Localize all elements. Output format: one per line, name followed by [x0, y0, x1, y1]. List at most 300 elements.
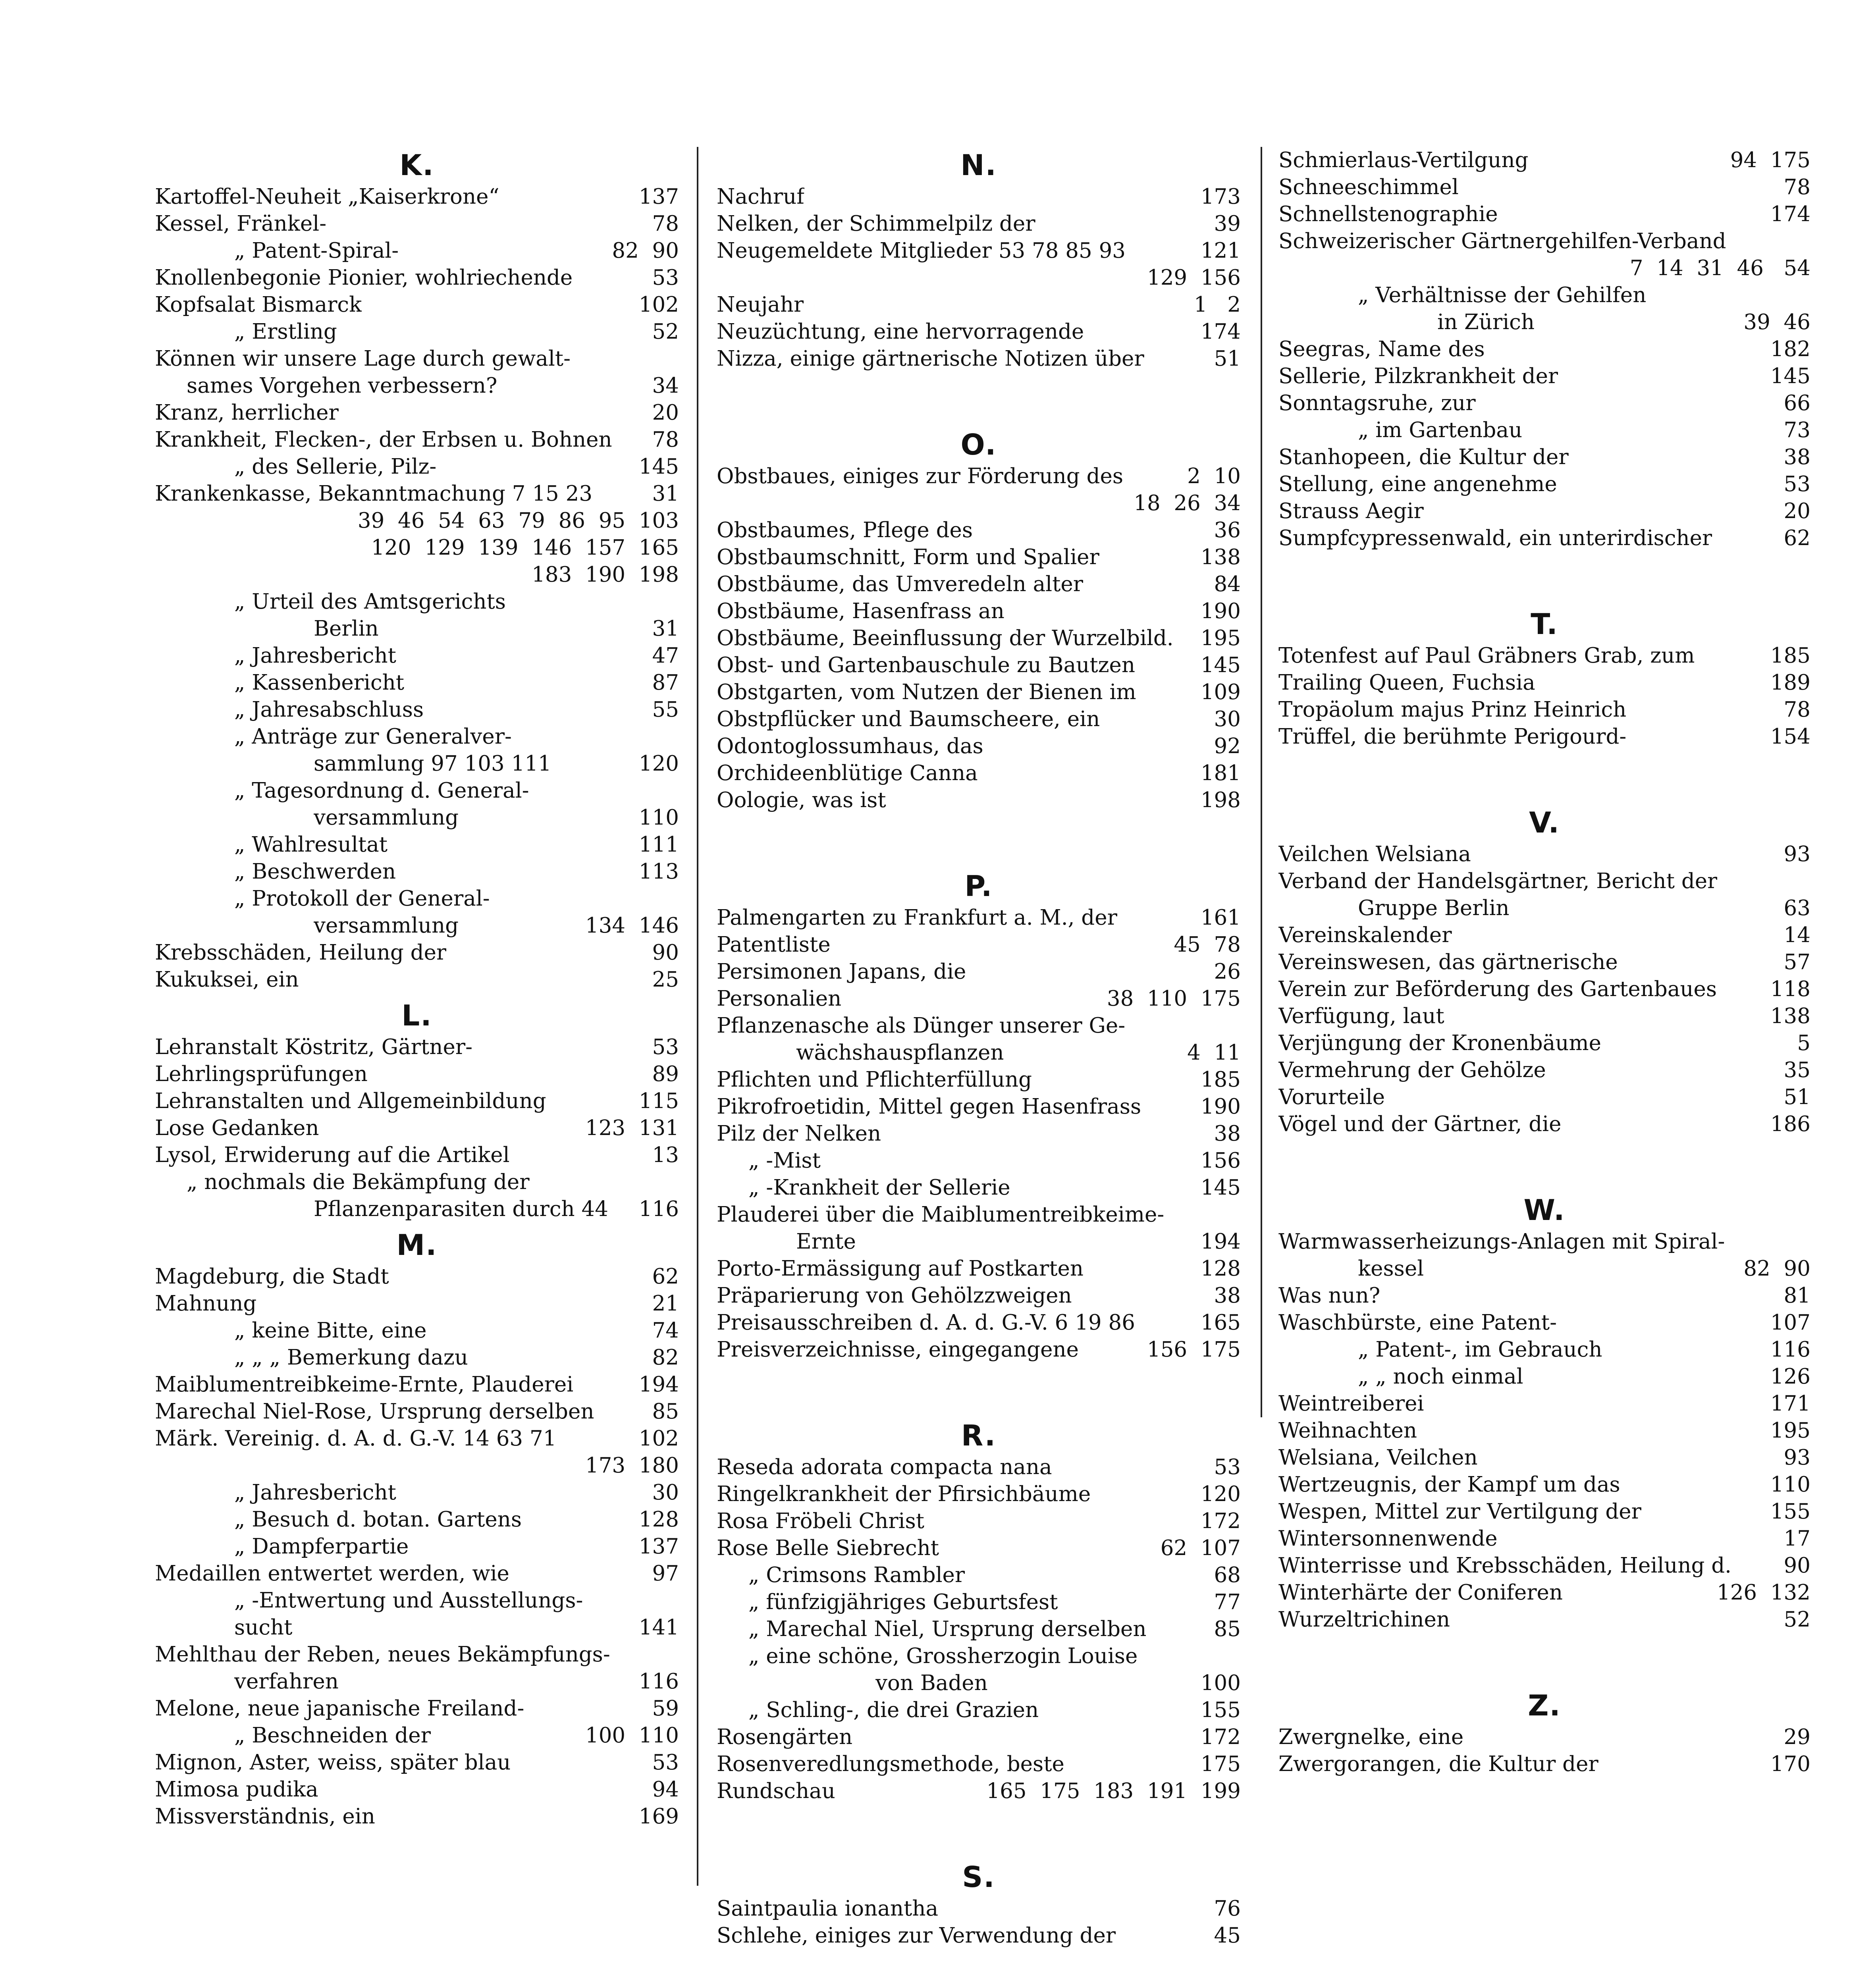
index-entry	[717, 237, 1241, 264]
index-section	[155, 997, 679, 1223]
entry-title: Kukuksei, ein	[155, 967, 299, 992]
entry-pages: 53	[1214, 1455, 1241, 1479]
index-entry	[1278, 1111, 1810, 1138]
entry-title: Wertzeugnis, der Kampf um das	[1278, 1472, 1620, 1497]
column-divider-1	[697, 147, 698, 1886]
index-entry	[1278, 444, 1810, 471]
section-gap	[717, 814, 1241, 868]
index-entry	[1278, 1471, 1810, 1498]
entry-title: Tropäolum majus Prinz Heinrich	[1278, 698, 1627, 722]
entry-pages: 62	[652, 1264, 679, 1289]
entry-pages: 35	[1783, 1058, 1810, 1082]
entry-pages: 137	[638, 185, 679, 209]
entry-pages: 66	[1783, 391, 1810, 415]
index-entry	[1278, 255, 1810, 282]
index-entry	[717, 1535, 1241, 1562]
index-section	[1278, 1192, 1810, 1633]
index-entry	[155, 453, 679, 480]
entry-pages: 126	[1770, 1364, 1810, 1389]
index-entry	[717, 652, 1241, 679]
entry-title: „ Urteil des Amtsgerichts	[234, 590, 506, 614]
entry-title: „ im Gartenbau	[1358, 418, 1523, 442]
entry-pages: 170	[1770, 1752, 1810, 1776]
entry-title: Schmierlaus-Vertilgung	[1278, 148, 1529, 172]
entry-pages: 181	[1200, 761, 1241, 785]
index-entry	[1278, 471, 1810, 498]
entry-pages: 175	[1200, 1752, 1241, 1776]
entry-title: kessel	[1358, 1257, 1424, 1281]
entry-pages: 154	[1770, 725, 1810, 749]
entry-title: Obst- und Gartenbauschule zu Bautzen	[717, 653, 1136, 677]
index-entry	[155, 1088, 679, 1115]
index-entry	[155, 1034, 679, 1061]
entry-title: „ Protokoll der General-	[234, 887, 490, 911]
entry-pages: 90	[1783, 1553, 1810, 1578]
entry-pages: 138	[1200, 545, 1241, 569]
index-entry	[155, 1668, 679, 1695]
index-column-2	[717, 147, 1241, 1949]
index-entry	[717, 463, 1241, 490]
index-entry	[717, 1643, 1241, 1670]
entry-title: Obstbaues, einiges zur Förderung des	[717, 464, 1124, 488]
entry-title: „ Schling-, die drei Grazien	[748, 1698, 1039, 1722]
entry-title: Nelken, der Schimmelpilz der	[717, 212, 1035, 236]
entry-title: „ Crimsons Rambler	[748, 1563, 965, 1587]
entry-pages: 102	[638, 1426, 679, 1451]
entry-title: Vorurteile	[1278, 1085, 1385, 1109]
index-entry	[717, 1012, 1241, 1039]
entry-pages: 82 90	[612, 239, 679, 263]
entry-pages: 134 146	[585, 913, 679, 938]
index-section	[1278, 606, 1810, 750]
index-entry	[717, 264, 1241, 291]
entry-pages: 21	[652, 1291, 679, 1316]
entry-pages: 116	[638, 1197, 679, 1221]
entry-title: Lysol, Erwiderung auf die Artikel	[155, 1143, 510, 1167]
entry-title: „ -Mist	[748, 1149, 821, 1173]
entry-title: Obstgarten, vom Nutzen der Bienen im	[717, 680, 1136, 704]
entry-pages: 113	[638, 860, 679, 884]
entry-title: Medaillen entwertet werden, wie	[155, 1561, 509, 1586]
entry-title: Was nun?	[1278, 1284, 1380, 1308]
entry-pages: 172	[1200, 1509, 1241, 1533]
entry-pages: 78	[1783, 698, 1810, 722]
entry-pages: 172	[1200, 1725, 1241, 1749]
entry-pages: 186	[1770, 1112, 1810, 1136]
entry-title: in Zürich	[1437, 310, 1535, 334]
entry-title: von Baden	[875, 1671, 988, 1695]
entry-pages: 171	[1770, 1391, 1810, 1416]
section-letter: R.	[961, 1419, 997, 1452]
index-entry	[1278, 949, 1810, 976]
entry-pages: 82	[652, 1345, 679, 1370]
entry-pages: 55	[652, 698, 679, 722]
section-gap	[717, 372, 1241, 426]
entry-title: verfahren	[234, 1669, 339, 1694]
index-section	[1278, 804, 1810, 1138]
entry-title: Sellerie, Pilzkrankheit der	[1278, 364, 1558, 388]
index-entry	[717, 517, 1241, 544]
entry-title: Verband der Handelsgärtner, Bericht der	[1278, 869, 1718, 893]
entry-title: „ Patent-, im Gebrauch	[1358, 1337, 1602, 1362]
index-entry	[1278, 1282, 1810, 1309]
entry-title: Wurzeltrichinen	[1278, 1607, 1450, 1632]
index-entry	[717, 1174, 1241, 1201]
entry-pages: 31	[652, 482, 679, 506]
section-gap	[155, 1223, 679, 1227]
entry-title: Orchideenblütige Canna	[717, 761, 978, 785]
index-entry	[717, 1922, 1241, 1949]
entry-pages: 110	[1770, 1472, 1810, 1497]
index-entry	[155, 723, 679, 750]
index-entry	[1278, 1363, 1810, 1390]
entry-title: Melone, neue japanische Freiland-	[155, 1696, 524, 1721]
entry-pages: 62 107	[1160, 1536, 1241, 1560]
entry-title: Maiblumentreibkeime-Ernte, Plauderei	[155, 1372, 574, 1397]
entry-title: „ Anträge zur Generalver-	[234, 725, 512, 749]
entry-pages: 53	[1783, 472, 1810, 496]
index-entry	[1278, 390, 1810, 417]
entry-title: Vereinswesen, das gärtnerische	[1278, 950, 1618, 974]
entry-title: Können wir unsere Lage durch gewalt-	[155, 347, 571, 371]
entry-pages: 38	[1214, 1284, 1241, 1308]
entry-pages: 78	[1783, 175, 1810, 199]
entry-pages: 57	[1783, 950, 1810, 974]
index-entry	[1278, 922, 1810, 949]
index-entry	[155, 858, 679, 885]
entry-title: Obstbaumes, Pflege des	[717, 518, 973, 542]
index-section	[717, 1859, 1241, 1949]
index-entry	[717, 1093, 1241, 1120]
entry-title: Pilz der Nelken	[717, 1122, 881, 1146]
index-entry	[717, 183, 1241, 210]
entry-pages: 14	[1783, 923, 1810, 947]
index-entry	[1278, 1309, 1810, 1336]
index-entry	[717, 1147, 1241, 1174]
entry-pages: 85	[1214, 1617, 1241, 1641]
entry-title: Rose Belle Siebrecht	[717, 1536, 939, 1560]
entry-title: Lehranstalten und Allgemeinbildung	[155, 1089, 546, 1113]
index-entry	[1278, 1390, 1810, 1417]
entry-title: „ Jahresbericht	[234, 1480, 396, 1505]
entry-title: Kartoffel-Neuheit „Kaiserkrone“	[155, 185, 499, 209]
index-section	[717, 868, 1241, 1363]
index-entry	[1278, 1417, 1810, 1444]
index-entry	[1278, 841, 1810, 868]
index-entry	[1278, 895, 1810, 922]
entry-pages: 94 175	[1730, 148, 1810, 172]
entry-title: Patentliste	[717, 933, 831, 957]
entry-title: „ nochmals die Bekämpfung der	[187, 1170, 530, 1194]
entry-pages: 121	[1200, 239, 1241, 263]
index-entry	[1278, 147, 1810, 174]
entry-title: Winterhärte der Coniferen	[1278, 1580, 1563, 1605]
entry-title: Neugemeldete Mitglieder 53 78 85 93	[717, 239, 1126, 263]
index-entry	[155, 507, 679, 534]
entry-title: Schneeschimmel	[1278, 175, 1459, 199]
index-entry	[1278, 1606, 1810, 1633]
index-entry	[155, 561, 679, 588]
entry-pages: 77	[1214, 1590, 1241, 1614]
index-entry	[155, 1371, 679, 1398]
entry-pages: 74	[652, 1318, 679, 1343]
index-entry	[155, 750, 679, 777]
entry-title: „ Wahlresultat	[234, 833, 388, 857]
entry-title: wächshauspflanzen	[796, 1041, 1004, 1065]
entry-title: Magdeburg, die Stadt	[155, 1264, 389, 1289]
index-entry	[155, 1803, 679, 1830]
index-entry	[717, 1336, 1241, 1363]
index-entry	[717, 210, 1241, 237]
entry-title: Rosengärten	[717, 1725, 853, 1749]
index-entry	[1278, 363, 1810, 390]
index-entry	[1278, 1084, 1810, 1111]
entry-title: Weintreiberei	[1278, 1391, 1424, 1416]
entry-title: Trailing Queen, Fuchsia	[1278, 671, 1535, 695]
entry-pages: 51	[1214, 347, 1241, 371]
entry-pages: 90	[652, 940, 679, 965]
entry-title: Waschbürste, eine Patent-	[1278, 1310, 1557, 1335]
entry-title: „ keine Bitte, eine	[234, 1318, 427, 1343]
entry-title: Plauderei über die Maiblumentreibkeime-	[717, 1203, 1165, 1227]
entry-title: Wintersonnenwende	[1278, 1526, 1498, 1551]
index-entry	[717, 1562, 1241, 1589]
index-entry	[1278, 1057, 1810, 1084]
entry-title: „ Jahresabschluss	[234, 698, 424, 722]
index-section	[717, 1417, 1241, 1805]
index-entry	[717, 1670, 1241, 1697]
index-entry	[1278, 976, 1810, 1003]
index-entry	[155, 615, 679, 642]
section-gap	[1278, 750, 1810, 804]
entry-title: Gruppe Berlin	[1358, 896, 1510, 920]
entry-pages: 120	[638, 752, 679, 776]
entry-pages: 87	[652, 671, 679, 695]
entry-title: versammlung	[314, 913, 459, 938]
index-entry	[1278, 1751, 1810, 1778]
section-letter: N.	[960, 148, 997, 182]
index-entry	[717, 291, 1241, 318]
index-entry	[155, 237, 679, 264]
index-entry	[155, 966, 679, 993]
index-entry	[1278, 723, 1810, 750]
entry-title: Welsiana, Veilchen	[1278, 1445, 1478, 1470]
index-entry	[155, 1196, 679, 1223]
index-entry	[155, 1398, 679, 1425]
index-entry	[155, 426, 679, 453]
entry-pages: 155	[1770, 1499, 1810, 1524]
entry-pages: 145	[1770, 364, 1810, 388]
entry-title: „ Beschneiden der	[234, 1723, 431, 1748]
entry-pages: 128	[638, 1507, 679, 1532]
entry-title: Pikrofroetidin, Mittel gegen Hasenfrass	[717, 1095, 1141, 1119]
index-entry	[155, 696, 679, 723]
entry-pages: 100 110	[585, 1723, 679, 1748]
index-entry	[717, 1255, 1241, 1282]
entry-title: Pflanzenasche als Dünger unserer Ge-	[717, 1014, 1126, 1038]
index-entry	[1278, 868, 1810, 895]
entry-pages: 81	[1783, 1284, 1810, 1308]
entry-pages: 78	[652, 428, 679, 452]
index-entry	[1278, 1228, 1810, 1255]
entry-title: Palmengarten zu Frankfurt a. M., der	[717, 906, 1117, 930]
entry-pages: 156	[1200, 1149, 1241, 1173]
entry-pages: 156 175	[1147, 1337, 1241, 1362]
entry-pages: 110	[638, 806, 679, 830]
index-entry	[717, 1751, 1241, 1778]
index-entry	[717, 931, 1241, 958]
entry-pages: 52	[1783, 1607, 1810, 1632]
index-entry	[717, 706, 1241, 733]
entry-pages: 115	[638, 1089, 679, 1113]
entry-pages: 94	[652, 1777, 679, 1802]
index-entry	[155, 1776, 679, 1803]
entry-title: Krankheit, Flecken-, der Erbsen u. Bohnen	[155, 428, 612, 452]
index-entry	[1278, 1525, 1810, 1552]
index-entry	[155, 1115, 679, 1142]
entry-pages: 78	[652, 212, 679, 236]
entry-pages: 93	[1783, 842, 1810, 866]
index-section	[155, 1227, 679, 1830]
index-entry	[717, 1039, 1241, 1066]
index-section	[717, 426, 1241, 814]
section-letter: L.	[401, 999, 432, 1032]
index-entry	[717, 787, 1241, 814]
entry-pages: 26	[1214, 960, 1241, 984]
index-entry	[717, 1724, 1241, 1751]
entry-pages: 97	[652, 1561, 679, 1586]
entry-title: Kopfsalat Bismarck	[155, 293, 362, 317]
entry-title: Zwergnelke, eine	[1278, 1725, 1464, 1749]
entry-title: Schlehe, einiges zur Verwendung der	[717, 1923, 1116, 1948]
entry-pages: 93	[1783, 1445, 1810, 1470]
index-entry	[155, 1641, 679, 1668]
entry-pages: 100	[1200, 1671, 1241, 1695]
entry-pages: 89	[652, 1062, 679, 1086]
index-entry	[155, 939, 679, 966]
entry-title: Winterrisse und Krebsschäden, Heilung d.	[1278, 1553, 1732, 1578]
entry-pages: 82 90	[1743, 1257, 1810, 1281]
entry-title: Schnellstenographie	[1278, 202, 1498, 226]
index-entry	[155, 1506, 679, 1533]
entry-pages: 107	[1770, 1310, 1810, 1335]
section-gap	[1278, 1633, 1810, 1687]
entry-pages: 111	[638, 833, 679, 857]
entry-title: Oologie, was ist	[717, 788, 886, 812]
entry-title: Personalien	[717, 987, 842, 1011]
entry-pages: 51	[1783, 1085, 1810, 1109]
entry-title: Sonntagsruhe, zur	[1278, 391, 1476, 415]
index-entry	[717, 985, 1241, 1012]
entry-title: Totenfest auf Paul Gräbners Grab, zum	[1278, 644, 1695, 668]
entry-pages: 84	[1214, 572, 1241, 596]
index-entry	[155, 1614, 679, 1641]
entry-pages: 53	[652, 1750, 679, 1775]
entry-title: Knollenbegonie Pionier, wohlriechende	[155, 266, 573, 290]
entry-pages: 30	[1214, 707, 1241, 731]
entry-title: Obstpflücker und Baumscheere, ein	[717, 707, 1100, 731]
section-letter: V.	[1529, 806, 1560, 839]
index-entry	[717, 1228, 1241, 1255]
index-entry	[155, 264, 679, 291]
entry-pages: 173	[1200, 185, 1241, 209]
entry-pages: 36	[1214, 518, 1241, 542]
entry-pages: 120	[1200, 1482, 1241, 1506]
entry-pages: 165	[1200, 1310, 1241, 1335]
entry-title: Obstbaumschnitt, Form und Spalier	[717, 545, 1099, 569]
index-entry	[155, 1290, 679, 1317]
index-entry	[155, 1533, 679, 1560]
index-entry	[1278, 1030, 1810, 1057]
entry-pages: 13	[652, 1143, 679, 1167]
index-entry	[717, 1481, 1241, 1508]
entry-title: Seegras, Name des	[1278, 337, 1485, 361]
index-entry	[1278, 696, 1810, 723]
entry-pages: 174	[1770, 202, 1810, 226]
index-entry	[155, 1560, 679, 1587]
entry-pages: 145	[638, 455, 679, 479]
index-entry	[155, 183, 679, 210]
entry-title: „ Beschwerden	[234, 860, 396, 884]
index-entry	[1278, 1255, 1810, 1282]
entry-pages: 45	[1214, 1923, 1241, 1948]
index-entry	[717, 733, 1241, 760]
index-entry	[155, 345, 679, 372]
entry-pages: 39 46 54 63 79 86 95 103	[357, 509, 679, 533]
entry-pages: 73	[1783, 418, 1810, 442]
entry-pages: 116	[1770, 1337, 1810, 1362]
entry-pages: 189	[1770, 671, 1810, 695]
index-entry	[717, 1120, 1241, 1147]
entry-pages: 17	[1783, 1526, 1810, 1551]
entry-title: Verjüngung der Kronenbäume	[1278, 1031, 1602, 1055]
entry-pages: 194	[638, 1372, 679, 1397]
entry-pages: 52	[652, 320, 679, 344]
entry-title: Porto-Ermässigung auf Postkarten	[717, 1257, 1084, 1281]
entry-pages: 29	[1783, 1725, 1810, 1749]
entry-pages: 18 26 34	[1134, 491, 1241, 515]
entry-pages: 161	[1200, 906, 1241, 930]
entry-pages: 85	[652, 1399, 679, 1424]
entry-title: Trüffel, die berühmte Perigourd-	[1278, 725, 1627, 749]
section-gap	[1278, 1138, 1810, 1192]
index-column-1	[155, 147, 679, 1830]
entry-title: Reseda adorata compacta nana	[717, 1455, 1052, 1479]
entry-title: Mahnung	[155, 1291, 257, 1316]
entry-pages: 174	[1200, 320, 1241, 344]
entry-pages: 4 11	[1187, 1041, 1241, 1065]
entry-pages: 195	[1770, 1418, 1810, 1443]
index-entry	[155, 1169, 679, 1196]
index-column-3	[1278, 147, 1810, 1778]
entry-pages: 123 131	[585, 1116, 679, 1140]
entry-title: Lehranstalt Köstritz, Gärtner-	[155, 1035, 473, 1059]
entry-title: „ Dampferpartie	[234, 1534, 409, 1559]
entry-title: sucht	[234, 1615, 293, 1640]
entry-pages: 194	[1200, 1230, 1241, 1254]
section-letter: T.	[1531, 607, 1558, 641]
entry-title: Strauss Aegir	[1278, 499, 1424, 523]
entry-title: versammlung	[314, 806, 459, 830]
entry-pages: 20	[1783, 499, 1810, 523]
entry-pages: 109	[1200, 680, 1241, 704]
entry-pages: 53	[652, 1035, 679, 1059]
index-entry	[155, 1061, 679, 1088]
entry-title: Veilchen Welsiana	[1278, 842, 1471, 866]
entry-title: Stanhopeen, die Kultur der	[1278, 445, 1569, 469]
entry-title: „ Kassenbericht	[234, 671, 405, 695]
entry-title: „ Verhältnisse der Gehilfen	[1358, 283, 1647, 307]
